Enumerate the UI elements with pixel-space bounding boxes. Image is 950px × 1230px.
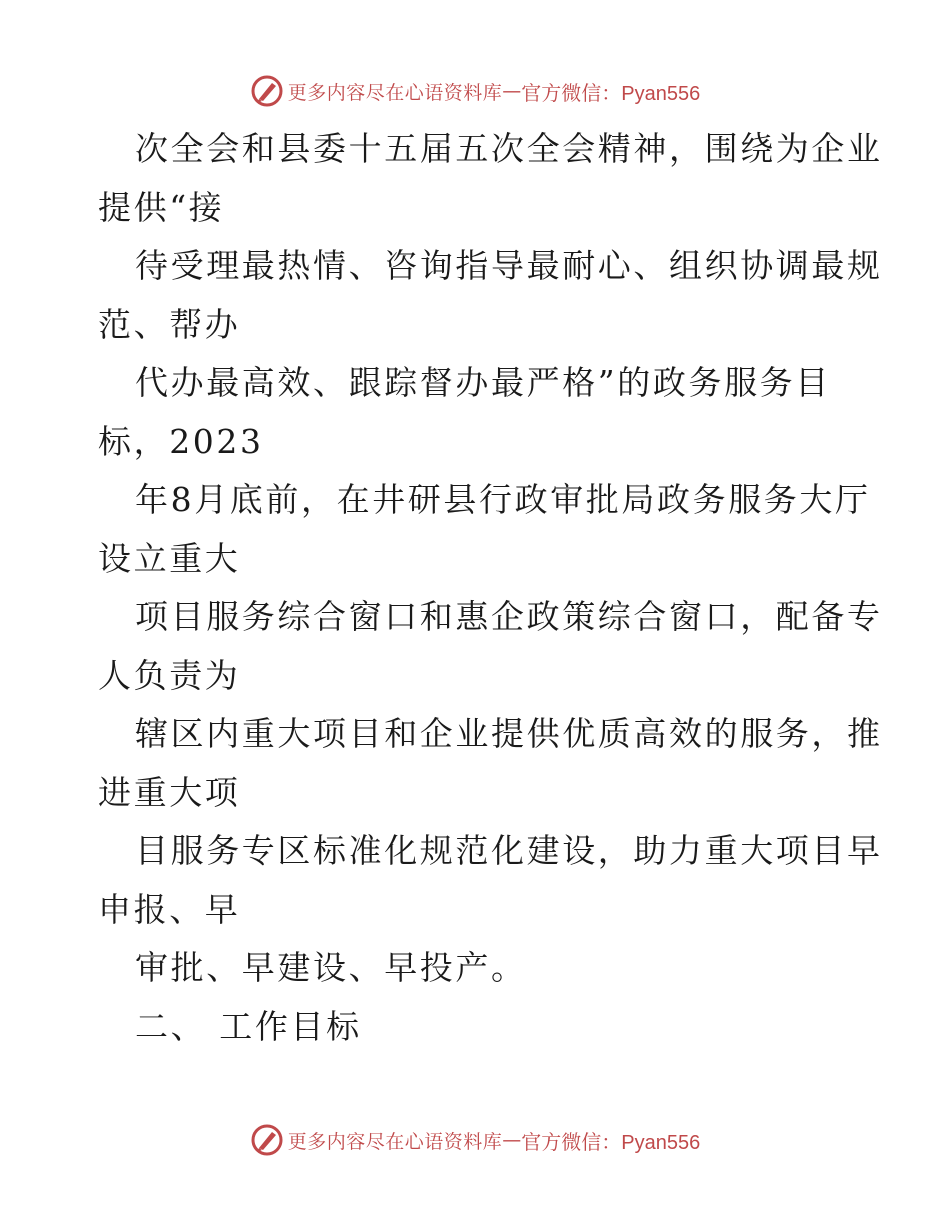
- text-line: 审批、早建设、早投产。: [135, 948, 527, 987]
- text-line: 提供“接: [98, 187, 225, 227]
- text-line: 设立重大: [98, 538, 241, 578]
- header-watermark: [0, 73, 950, 109]
- watermark-account: 官方微信：Pyan556: [521, 1131, 701, 1154]
- text-line: 目服务专区标准化规范化建设，助力重大项目早: [135, 831, 883, 870]
- watermark-text: 更多内容尽在心语资料库: [287, 81, 503, 104]
- text-line: 待受理最热情、咨询指导最耐心、组织协调最规: [135, 246, 883, 285]
- text-line: 辖区内重大项目和企业提供优质高效的服务，推: [135, 714, 883, 753]
- text-line: 项目服务综合窗口和惠企政策综合窗口，配备专: [135, 597, 883, 636]
- document-body: [98, 120, 883, 1056]
- text-line: 范、帮办: [98, 304, 241, 344]
- pen-seal-icon: [250, 74, 284, 108]
- text-line: 进重大项: [98, 772, 241, 812]
- watermark-text: 更多内容尽在心语资料库: [287, 1130, 503, 1153]
- text-line: 年8月底前，在井研县行政审批局政务服务大厅: [135, 480, 871, 519]
- text-line: 申报、早: [98, 889, 241, 929]
- text-line: 代办最高效、跟踪督办最严格”的政务服务目: [135, 363, 831, 402]
- pen-seal-icon: [250, 1123, 284, 1157]
- section-heading: 二、 工作目标: [135, 1006, 362, 1046]
- text-line: 标，2023: [98, 421, 264, 461]
- watermark-separator: —: [502, 1129, 522, 1151]
- watermark-account: 官方微信：Pyan556: [521, 82, 701, 105]
- watermark-separator: —: [502, 80, 522, 102]
- footer-watermark: [0, 1122, 950, 1158]
- text-line: 次全会和县委十五届五次全会精神，围绕为企业: [135, 129, 883, 168]
- text-line: 人负责为: [98, 655, 241, 695]
